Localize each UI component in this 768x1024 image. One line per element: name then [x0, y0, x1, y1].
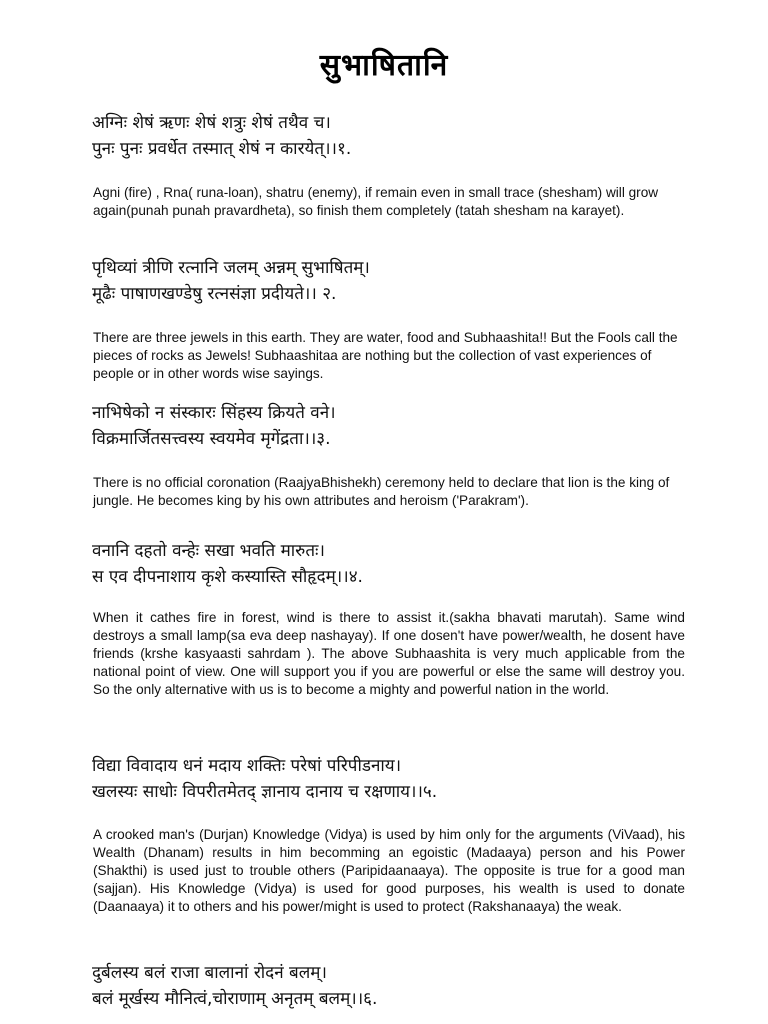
verse-line: विक्रमार्जितसत्त्वस्य स्वयमेव मृगेंद्रता।।३. [92, 429, 331, 449]
verse-line: दुर्बलस्य बलं राजा बालानां रोदनं बलम्। [92, 963, 327, 983]
verse-line: स एव दीपनाशाय कृशे कस्यास्ति सौहृदम्।।४. [92, 567, 363, 587]
explanation-2: There are three jewels in this earth. They are water, food and Subhaashita!! But the Fools call the pieces of rocks as Jewels! Subhaashitaa are nothing but the collection of vast experiences of people or in other words wise sayings. [93, 330, 678, 381]
verse-line: अग्निः शेषं ऋणः शेषं शत्रुः शेषं तथैव च। [92, 113, 331, 133]
explanation-4: When it cathes fire in forest, wind is there to assist it.(sakha bhavati marutah). Same wind destroys a small lamp(sa eva deep nashayay). If one dosen't have power/wealth, he dosent have friends (krshe kasyaasti sahrdam ). The above Subhaashita is very much applicable from the national point of view. One will support you if you are powerful or else the same will destroy you. So the only alternative with us is to become a mighty and powerful nation in the world. [93, 610, 685, 697]
verse-line: नाभिषेको न संस्कारः सिंहस्य क्रियते वने। [92, 403, 336, 423]
verse-line: मूढैः पाषाणखण्डेषु रत्नसंज्ञा प्रदीयते।। २. [92, 284, 337, 304]
verse-5 [92, 753, 692, 805]
verse-line: वनानि दहतो वन्हेः सखा भवति मारुतः। [92, 541, 325, 561]
verse-line: बलं मूर्खस्य मौनित्वं,चोराणाम् अनृतम् बलम्।।६. [92, 989, 378, 1009]
verse-line: पृथिव्यां त्रीणि रत्नानि जलम् अन्नम् सुभाषितम्। [92, 258, 370, 278]
explanation-5: A crooked man's (Durjan) Knowledge (Vidya) is used by him only for the arguments (ViVaad), his Wealth (Dhanam) results in him becomming an egoistic (Madaaya) person and his Power (Shakthi) is used just to trouble others (Paripidaanaaya). The opposite is true for a good man (sajjan). His Knowledge (Vidya) is used for good purposes, his wealth is used to donate (Daanaaya) it to others and his power/might is used to protect (Rakshanaaya) the weak. [93, 827, 685, 914]
page-title: सुभाषितानि [319, 48, 449, 83]
explanation-3: There is no official coronation (RaajyaBhishekh) ceremony held to declare that lion is the king of jungle. He becomes king by his own attributes and heroism ('Parakram'). [93, 475, 670, 508]
verse-6 [92, 960, 692, 1012]
verse-3 [92, 400, 692, 452]
verse-line: पुनः पुनः प्रवर्धेत तस्मात् शेषं न कारयेत्।।१. [92, 139, 352, 159]
verse-line: खलस्यः साधोः विपरीतमेतद् ज्ञानाय दानाय च रक्षणाय।।५. [92, 782, 438, 802]
verse-4 [92, 538, 692, 590]
verse-2 [92, 255, 692, 307]
verse-line: विद्या विवादाय धनं मदाय शक्तिः परेषां परिपीडनाय। [92, 756, 402, 776]
verse-1 [92, 110, 692, 162]
explanation-1: Agni (fire) , Rna( runa-loan), shatru (enemy), if remain even in small trace (shesham) will grow again(punah punah pravardheta), so finish them completely (tatah shesham na karayet). [93, 185, 659, 218]
